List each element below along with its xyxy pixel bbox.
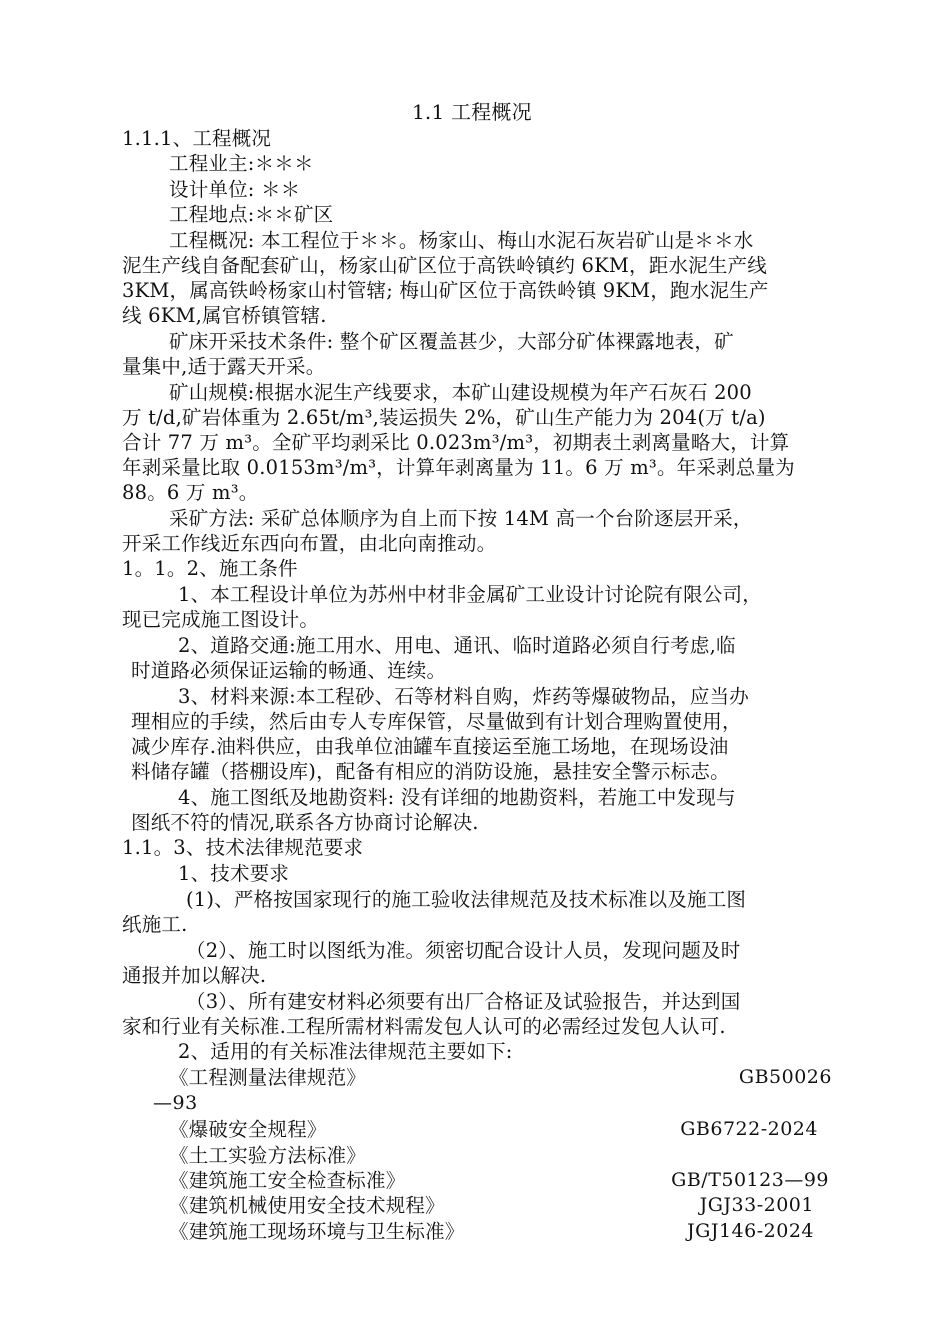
- scale-line: 万 t/d,矿岩体重为 2.65t/m³,装运损失 2%，矿山生产能力为 204(万 t/a): [122, 406, 766, 429]
- requirement-1: 纸施工.: [122, 913, 188, 936]
- condition-item-1: 1、本工程设计单位为苏州中材非金属矿工业设计讨论院有限公司，: [178, 583, 762, 606]
- method-line: 采矿方法: 采矿总体顺序为自上而下按 14M 高一个台阶逐层开采，: [169, 507, 753, 530]
- standard-name: 《建筑机械使用安全技术规程》: [169, 1194, 445, 1217]
- overview-line: 泥生产线自备配套矿山，杨家山矿区位于高铁岭镇约 6KM，距水泥生产线: [122, 254, 767, 277]
- standard-code: GB50026: [738, 1066, 832, 1088]
- scale-line: 88。6 万 m³。: [122, 481, 259, 504]
- requirement-3: 家和行业有关标准.工程所需材料需发包人认可的必需经过发包人认可.: [122, 1015, 726, 1038]
- scale-line: 合计 77 万 m³。全矿平均剥采比 0.023m³/m³，初期表土剥离量略大，计算: [122, 431, 790, 454]
- condition-item-3: 理相应的手续，然后由专人专库保管，尽量做到有计划合理购置使用，: [131, 710, 742, 733]
- scale-line: 矿山规模:根据水泥生产线要求，本矿山建设规模为年产石灰石 200: [169, 381, 752, 404]
- standard-code-continuation: —93: [153, 1092, 198, 1114]
- page-title: 1.1 工程概况: [412, 100, 532, 124]
- standard-code: GB6722-2024: [680, 1118, 818, 1140]
- designer-line: 设计单位: ＊＊: [169, 178, 301, 201]
- standard-code: JGJ33-2001: [699, 1194, 814, 1216]
- standard-name: 《土工实验方法标准》: [169, 1144, 367, 1167]
- condition-item-1: 现已完成施工图设计。: [122, 608, 320, 631]
- requirement-2: （2）、施工时以图纸为准。须密切配合设计人员，发现问题及时: [186, 939, 741, 962]
- standard-name: 《建筑施工安全检查标准》: [169, 1169, 406, 1192]
- section-heading-1-1-1: 1.1.1、工程概况: [122, 127, 272, 150]
- standard-code: JGJ146-2024: [687, 1220, 814, 1242]
- mining-conditions-line: 矿床开采技术条件: 整个矿区覆盖甚少，大部分矿体裸露地表，矿: [169, 330, 734, 353]
- standard-name: 《爆破安全规程》: [169, 1118, 327, 1141]
- owner-line: 工程业主:＊＊＊: [169, 152, 314, 175]
- scale-line: 年剥采量比取 0.0153m³/m³，计算年剥离量为 11。6 万 m³。年采剥总量为: [122, 456, 795, 479]
- standard-code: GB/T50123—99: [671, 1169, 829, 1191]
- section-heading-1-1-2: 1。1。2、施工条件: [122, 557, 298, 580]
- location-line: 工程地点:＊＊矿区: [169, 203, 334, 226]
- condition-item-3: 3、材料来源:本工程砂、石等材料自购，炸药等爆破物品，应当办: [178, 685, 749, 708]
- condition-item-3: 减少库存.油料供应，由我单位油罐车直接运至施工场地，在现场设油: [131, 735, 729, 758]
- overview-line: 3KM，属高铁岭杨家山村管辖; 梅山矿区位于高铁岭镇 9KM，跑水泥生产: [122, 279, 769, 302]
- condition-item-4: 4、施工图纸及地勘资料: 没有详细的地勘资料，若施工中发现与: [178, 786, 736, 809]
- requirement-3: （3）、所有建安材料必须要有出厂合格证及试验报告，并达到国: [186, 990, 741, 1013]
- standard-name: 《建筑施工现场环境与卫生标准》: [169, 1220, 465, 1243]
- condition-item-2: 时道路必须保证运输的畅通、连续。: [131, 659, 447, 682]
- condition-item-2: 2、道路交通:施工用水、用电、通讯、临时道路必须自行考虑,临: [178, 634, 736, 657]
- overview-line: 线 6KM,属官桥镇管辖.: [122, 304, 327, 327]
- method-line: 开采工作线近东西向布置，由北向南推动。: [122, 532, 497, 555]
- condition-item-4: 图纸不符的情况,联系各方协商讨论解决.: [131, 811, 479, 834]
- standard-name: 《工程测量法律规范》: [169, 1066, 367, 1089]
- mining-conditions-line: 量集中,适于露天开采。: [122, 355, 326, 378]
- requirement-2: 通报并加以解决.: [122, 964, 267, 987]
- requirement-1: (1)、严格按国家现行的施工验收法律规范及技术标准以及施工图: [186, 888, 747, 911]
- tech-requirements-heading: 1、技术要求: [178, 862, 290, 885]
- standards-intro: 2、适用的有关标准法律规范主要如下:: [178, 1040, 513, 1063]
- condition-item-3: 料储存罐（搭棚设库)，配备有相应的消防设施，悬挂安全警示标志。: [131, 760, 730, 783]
- section-heading-1-1-3: 1.1。3、技术法律规范要求: [122, 836, 364, 859]
- overview-line: 工程概况: 本工程位于＊＊。杨家山、梅山水泥石灰岩矿山是＊＊水: [169, 229, 754, 252]
